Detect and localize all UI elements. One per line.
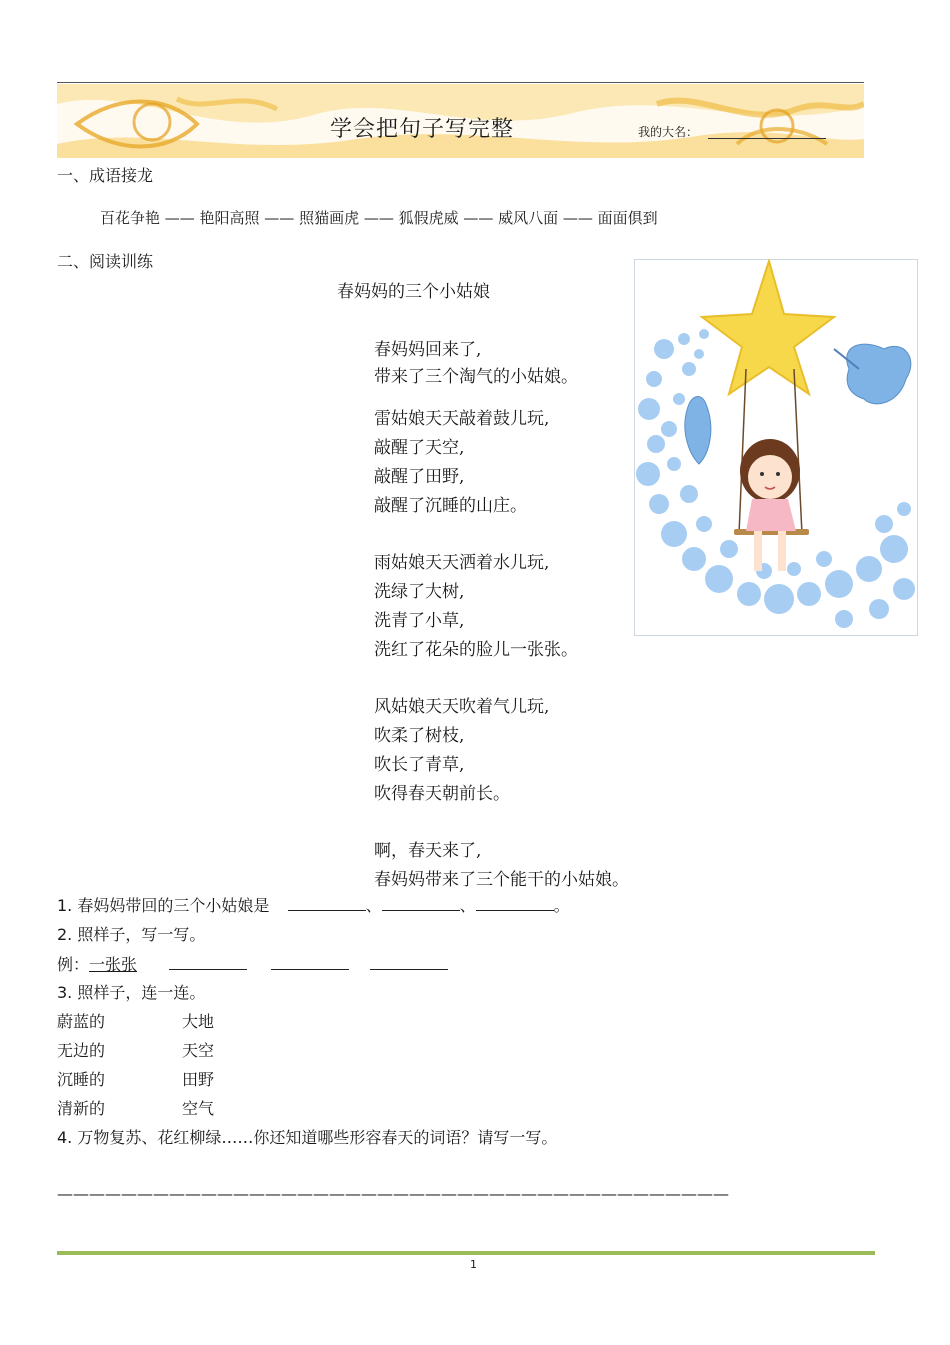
q3-text: 照样子，连一连。 — [77, 983, 206, 1002]
question-3 — [57, 980, 205, 1003]
q1-sep: 、 — [459, 896, 476, 915]
page-number: 1 — [470, 1258, 477, 1271]
footer-rule — [57, 1251, 875, 1255]
poem-line: 风姑娘天天吹着气儿玩, — [374, 697, 550, 717]
poem-line: 洗青了小草, — [374, 611, 465, 631]
poem-line: 雷姑娘天天敲着鼓儿玩, — [374, 409, 550, 429]
q4-text: 万物复苏、花红柳绿……你还知道哪些形容春天的词语？请写一写。 — [77, 1128, 558, 1147]
q2-text: 照样子，写一写。 — [77, 925, 206, 944]
poem-line: 敲醒了田野, — [374, 467, 465, 487]
q1-blank-3[interactable] — [476, 896, 554, 911]
idiom-chain: 百花争艳 —— 艳阳高照 —— 照猫画虎 —— 狐假虎威 —— 威风八面 —— 面面俱到 — [100, 209, 658, 227]
question-2 — [57, 922, 205, 945]
q3-right-item[interactable]: 空气 — [182, 1099, 215, 1118]
q1-blank-1[interactable] — [288, 896, 366, 911]
q3-right-item[interactable]: 天空 — [182, 1041, 215, 1060]
poem-line: 洗绿了大树, — [374, 582, 465, 602]
page-title: 学会把句子写完整 — [330, 117, 515, 142]
question-1 — [57, 893, 570, 916]
poem-line: 带来了三个淘气的小姑娘。 — [374, 367, 578, 387]
poem-line: 春妈妈回来了, — [374, 340, 482, 360]
q1-sep: 、 — [365, 896, 382, 915]
q2-example-row — [57, 952, 448, 975]
q3-left-item[interactable]: 清新的 — [57, 1099, 106, 1118]
poem-line: 雨姑娘天天洒着水儿玩, — [374, 553, 550, 573]
poem-line: 敲醒了沉睡的山庄。 — [374, 496, 527, 516]
q3-number: 3. — [57, 983, 73, 1002]
q1-number: 1. — [57, 896, 73, 915]
poem-line: 吹长了青草, — [374, 755, 465, 775]
q4-number: 4. — [57, 1128, 73, 1147]
poem-line: 敲醒了天空, — [374, 438, 465, 458]
q1-end: 。 — [553, 896, 570, 915]
q2-number: 2. — [57, 925, 73, 944]
q2-blank-2[interactable] — [271, 955, 349, 970]
poem-line: 春妈妈带来了三个能干的小姑娘。 — [374, 870, 629, 890]
name-label: 我的大名： — [638, 125, 699, 139]
q2-example-label: 例： — [57, 955, 90, 974]
q2-example-word: 一张张 — [89, 955, 138, 974]
name-blank[interactable] — [708, 138, 826, 139]
q3-right-item[interactable]: 田野 — [182, 1070, 215, 1089]
answer-line[interactable]: —————————————————————————————————————————— — [57, 1184, 729, 1203]
q3-left-item[interactable]: 无边的 — [57, 1041, 106, 1060]
q1-blank-2[interactable] — [382, 896, 460, 911]
q3-right-item[interactable]: 大地 — [182, 1012, 215, 1031]
top-rule — [57, 82, 864, 83]
girl-swing-illustration — [634, 259, 918, 636]
poem-line: 吹得春天朝前长。 — [374, 784, 510, 804]
q2-blank-3[interactable] — [370, 955, 448, 970]
poem-title: 春妈妈的三个小姑娘 — [337, 282, 490, 302]
q3-left-item[interactable]: 沉睡的 — [57, 1070, 106, 1089]
q3-left-item[interactable]: 蔚蓝的 — [57, 1012, 106, 1031]
poem-line: 啊，春天来了, — [374, 841, 482, 861]
poem-line: 吹柔了树枝, — [374, 726, 465, 746]
q1-text: 春妈妈带回的三个小姑娘是 — [77, 896, 270, 915]
q2-blank-1[interactable] — [169, 955, 247, 970]
question-4 — [57, 1125, 557, 1148]
poem-line: 洗红了花朵的脸儿一张张。 — [374, 640, 578, 660]
section2-heading: 二、阅读训练 — [57, 252, 154, 271]
section1-heading: 一、成语接龙 — [57, 166, 154, 185]
